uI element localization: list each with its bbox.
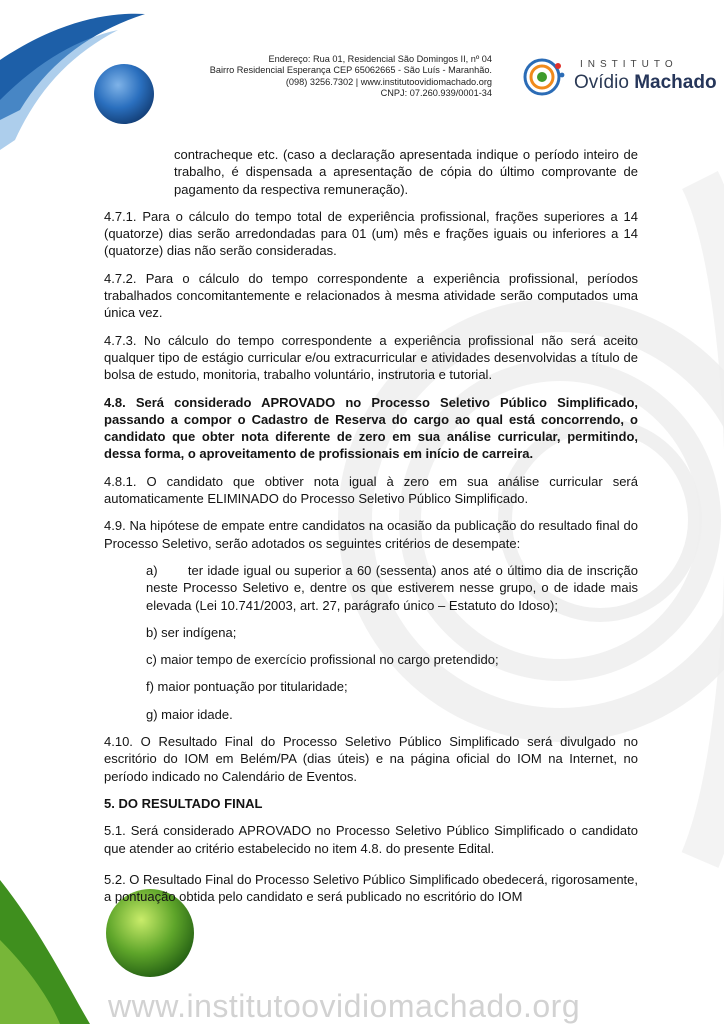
paragraph: 5.1. Será considerado APROVADO no Processo Seletivo Público Simplificado o candidato que atender ao critério estabelecido no item 4.8. do presente Edital. [104,823,638,856]
logo-name-regular: Ovídio [574,72,629,93]
logo-name [574,72,717,94]
address-line: CNPJ: 07.260.939/0001-34 [380,88,492,99]
paragraph: 4.9. Na hipótese de empate entre candidatos na ocasião da publicação do resultado final do Processo Seletivo, serão adotados os seguintes critérios de desempate: [104,518,638,551]
document-body [104,146,642,915]
list-item: a) ter idade igual ou superior a 60 (sessenta) anos até o último dia de inscrição neste Processo Seletivo e, dentre os que estiverem nesse grupo, o de idade mais elevada (Lei 10.741/2003, art. 27, parágrafo único – Estatuto do Idoso); [146,562,642,613]
paragraph: 5.2. O Resultado Final do Processo Seletivo Público Simplificado obedecerá, rigorosamente, a pontuação obtida pelo candidato e será publicado no escritório do IOM [104,871,639,905]
paragraph-bold: 4.8. Será considerado APROVADO no Processo Seletivo Público Simplificado, passando a compor o Cadastro de Reserva do cargo ao qual está concorrendo, o candidato que obter nota diferente de zero em sua análise curricular, permitindo, dessa forma, o aproveitamento de profissionais em início de carreira. [104,394,638,462]
institute-logo [514,54,717,100]
logo-name-bold: Machado [634,72,717,93]
list-item: f) maior pontuação por titularidade; [146,679,348,695]
list-item: c) maior tempo de exercício profissional no cargo pretendido; [146,652,499,668]
address-line: Bairro Residencial Esperança CEP 65062665 - São Luís - Maranhão. [209,65,492,76]
address-line: (098) 3256.7302 | www.institutoovidiomachado.org [285,76,492,87]
logo-instituto-text: INSTITUTO [580,59,678,70]
paragraph: 4.10. O Resultado Final do Processo Seletivo Público Simplificado será divulgado no escritório do IOM em Belém/PA (dias úteis) e na página oficial do IOM na Internet, no período indicado no Calendário de Eventos. [104,734,638,784]
paragraph: 4.7.2. Para o cálculo do tempo correspondente a experiência profissional, períodos trabalhados concomitantemente e relacionados à mesma atividade serão computados uma única vez. [104,270,638,321]
paragraph: 4.7.1. Para o cálculo do tempo total de experiência profissional, frações superiores a 14 (quatorze) dias serão arredondadas para 01 (um) mês e frações iguais ou inferiores a 14 (quatorze) dias não serão consideradas. [104,208,638,259]
section-heading: 5. DO RESULTADO FINAL [104,795,263,811]
footer-url-watermark: www.institutoovidiomachado.org [108,988,581,1024]
header-address [152,54,492,100]
paragraph: contracheque etc. (caso a declaração apresentada indique o período inteiro de trabalho, é dispensada a apresentação de cópia do último comprovante de pagamento da respectiva remuneração). [174,147,638,197]
blue-orb-shape [94,64,154,124]
paragraph: 4.7.3. No cálculo do tempo correspondente a experiência profissional não será aceito qualquer tipo de estágio curricular e/ou extracurricular e atividades desenvolvidas a título de bolsa de estudo, monitoria, trabalho voluntário, instrutoria e tutorial. [104,332,638,383]
institute-logo-icon [518,54,570,100]
paragraph: 4.8.1. O candidato que obtiver nota igual à zero em sua análise curricular será automaticamente ELIMINADO do Processo Seletivo Público Simplificado. [104,473,638,507]
list-item: b) ser indígena; [146,624,237,640]
address-line: Endereço: Rua 01, Residencial São Domingos II, nº 04 [268,54,492,64]
list-item: g) maior idade. [146,706,233,722]
